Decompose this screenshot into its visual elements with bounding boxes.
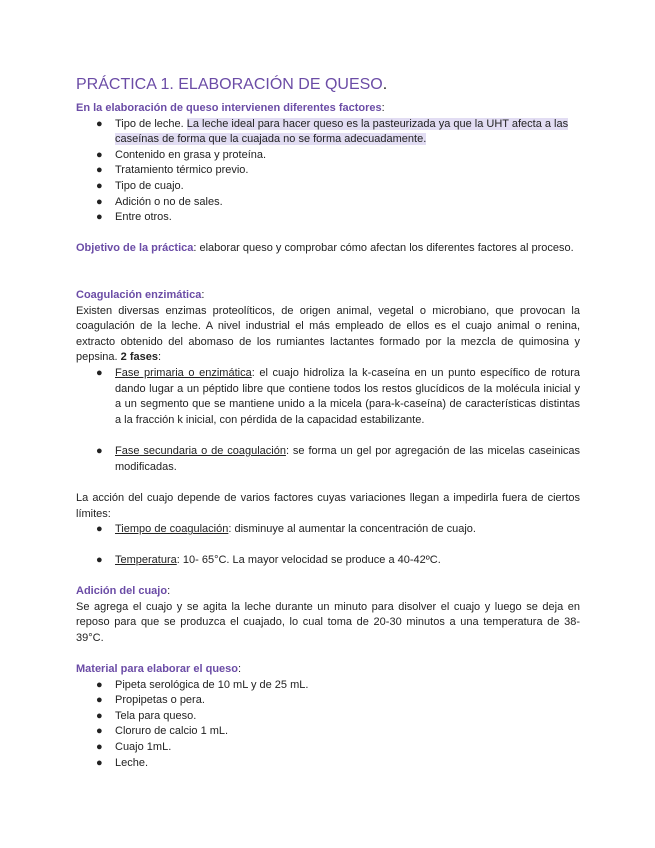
rennet-addition-section: [76, 584, 580, 646]
list-item: ● Leche.: [96, 756, 149, 769]
rennet-action-section: [76, 491, 580, 569]
coagulation-section: [76, 288, 580, 475]
list-item: ● Adición o no de sales.: [96, 195, 223, 208]
materials-list: [76, 678, 580, 772]
list-item: ● Cuajo 1mL.: [96, 740, 172, 753]
factors-section: [76, 101, 580, 226]
page-title: PRÁCTICA 1. ELABORACIÓN DE QUESO.: [76, 76, 388, 93]
list-item: ● Temperatura: 10- 65°C. La mayor velocidad se produce a 40-42ºC.: [96, 554, 441, 567]
coagulation-heading: Coagulación enzimática:: [76, 289, 205, 301]
objective-label: Objetivo de la práctica: [76, 242, 194, 254]
list-item: ● Pipeta serológica de 10 mL y de 25 mL.: [96, 678, 309, 691]
rennet-factors-list: [76, 522, 580, 569]
rennet-addition-paragraph: Se agrega el cuajo y se agita la leche durante un minuto para disolver el cuajo y luego se deja en reposo para que se produzca el cuajado, lo cual toma de 20-30 minutos a una temperatura de 38-39°C.: [76, 600, 580, 644]
list-item: ● Fase secundaria o de coagulación: se forma un gel por agregación de las micelas caseinicas modificadas.: [96, 444, 581, 473]
list-item: ● Entre otros.: [96, 211, 172, 224]
list-item: ● Tiempo de coagulación: disminuye al aumentar la concentración de cuajo.: [96, 523, 476, 536]
list-item: ● Tipo de cuajo.: [96, 179, 184, 192]
materials-section: [76, 662, 580, 771]
factors-list: [76, 117, 580, 226]
coagulation-paragraph: Existen diversas enzimas proteolíticos, de origen animal, vegetal o microbiano, que provocan la coagulación de la leche. A nivel industrial el más empleado de ellos es el cuajo animal o renina, extracto obtenido del abomaso de los rumiantes lactantes formado por la mezcla de quimosina y pepsina. 2 fases:: [76, 304, 580, 364]
list-item: ● Propipetas o pera.: [96, 694, 205, 707]
list-item: ● Tipo de leche. La leche ideal para hacer queso es la pasteurizada ya que la UHT afecta a las caseínas de forma que la cuajada no se forma adecuadamente.: [96, 117, 569, 146]
list-item: ● Fase primaria o enzimática: el cuajo hidroliza la k-caseína en un punto específico de rotura dando lugar a un péptido libre que contiene todos los restos glucídicos de la molécula inicial y a un segmento que se mantiene unido a la micela (para-k-caseína) de características distintas a la fracción k inicial, con pérdida de la capacidad estabilizante.: [96, 366, 580, 426]
rennet-action-paragraph: La acción del cuajo depende de varios factores cuyas variaciones llegan a impedirla fuera de ciertos límites:: [76, 492, 580, 520]
objective-paragraph: Objetivo de la práctica: elaborar queso y comprobar cómo afectan los diferentes factores al proceso.: [76, 242, 574, 254]
materials-heading: Material para elaborar el queso:: [76, 663, 242, 675]
list-item: ● Cloruro de calcio 1 mL.: [96, 725, 229, 738]
list-item: ● Tela para queso.: [96, 709, 197, 722]
list-item: ● Tratamiento térmico previo.: [96, 164, 249, 177]
list-item: ● Contenido en grasa y proteína.: [96, 148, 267, 161]
rennet-addition-heading: Adición del cuajo:: [76, 585, 171, 597]
factors-heading: En la elaboración de queso intervienen diferentes factores:: [76, 102, 385, 114]
phases-list: [76, 366, 580, 475]
